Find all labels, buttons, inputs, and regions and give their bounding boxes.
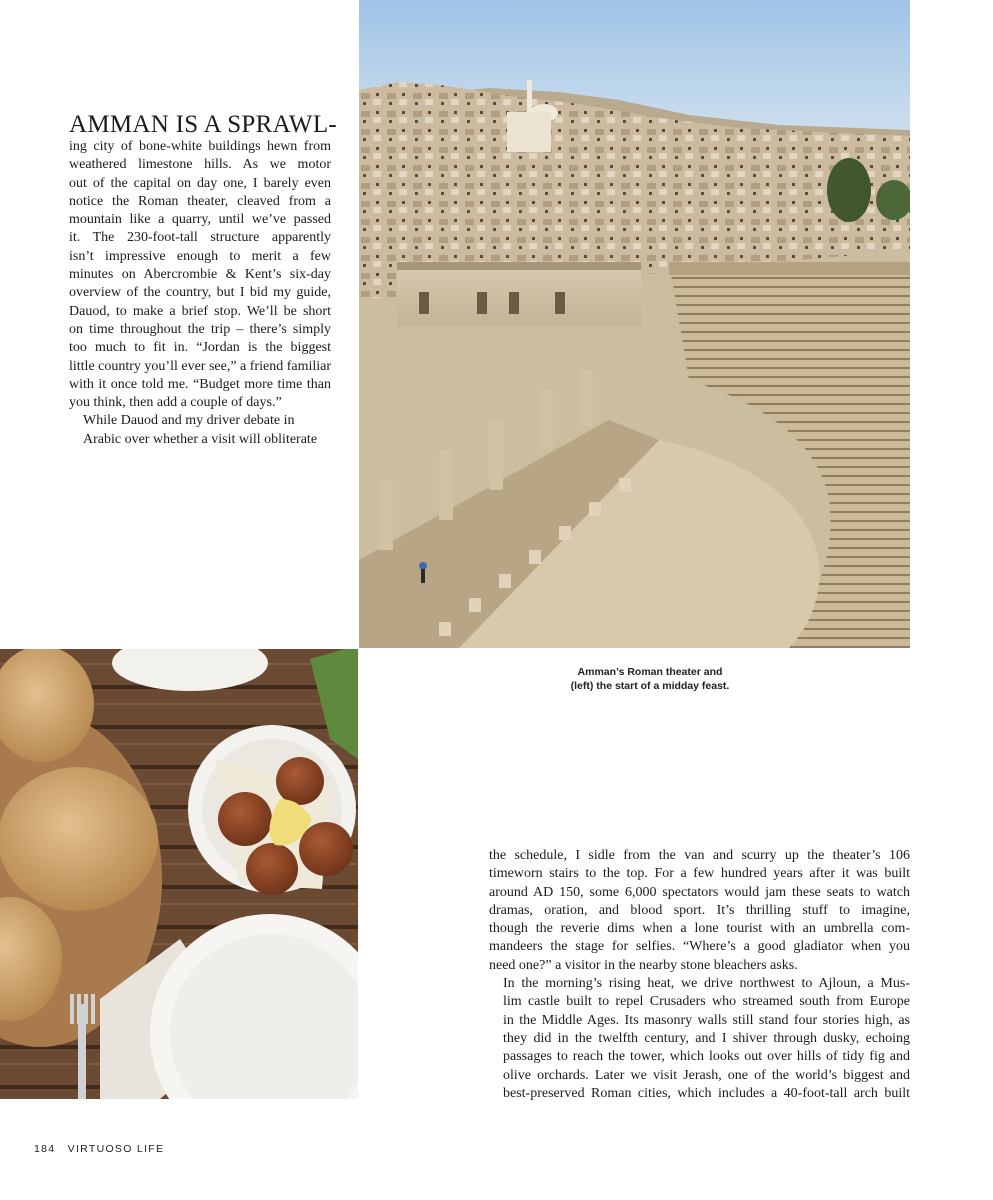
caption-line: (left) the start of a midday feast. xyxy=(570,680,730,692)
right-paragraph-1 xyxy=(489,847,910,975)
right-paragraph-2 xyxy=(489,975,910,1103)
roman-theater-photo xyxy=(359,0,910,648)
text-line: with it once told me. “Budget more time than xyxy=(69,376,331,392)
text-line: little country you’ll ever see,” a friend familiar xyxy=(69,358,332,374)
text-line: overview of the country, but I bid my guide, xyxy=(69,285,331,301)
text-line: best-preserved Roman cities, which includes a 40-foot-tall arch built xyxy=(503,1085,910,1101)
text-line: Arabic over whether a visit will obliterate xyxy=(83,431,318,447)
text-line: isn’t impressive enough to merit a few xyxy=(69,248,331,264)
text-line: notice the Roman theater, cleaved from a xyxy=(69,193,331,209)
article-right-column xyxy=(489,847,910,1103)
text-line: in the Middle Ages. Its masonry walls still stand four stories high, as xyxy=(503,1012,910,1028)
text-line: the schedule, I sidle from the van and scurry up the theater’s 106 xyxy=(489,848,910,863)
text-line: lim castle built to repel Crusaders who streamed south from Europe xyxy=(503,994,910,1010)
text-line: mountain like a quarry, until we’ve passed xyxy=(69,212,331,228)
text-line: it. The 230-foot-tall structure apparently xyxy=(69,230,331,246)
caption-line: Amman’s Roman theater and xyxy=(577,666,723,678)
text-line: passages to reach the tower, which looks out over hills of tidy fig and xyxy=(503,1049,910,1065)
article-lead-heading: AMMAN IS A SPRAWL- xyxy=(69,111,338,138)
text-line: though the reverie dims when a lone tourist with an umbrella com- xyxy=(489,921,910,937)
roman-theater-illustration xyxy=(359,0,910,648)
text-line: minutes on Abercrombie & Kent’s six-day xyxy=(69,267,331,283)
text-line: out of the capital on day one, I barely even xyxy=(69,175,331,191)
text-line: mandeers the stage for selfies. “Where’s a good gladiator when you xyxy=(489,939,910,955)
text-line: While Dauod and my driver debate in xyxy=(83,413,295,429)
publication-name: VIRTUOSO LIFE xyxy=(67,1143,165,1155)
text-line: timeworn stairs to the top. For a few hundred years after it was built xyxy=(489,866,910,882)
text-line: they did in the twelfth century, and I shiver through dusky, echoing xyxy=(503,1030,910,1046)
text-line: around AD 150, some 6,000 spectators would jam these seats to watch xyxy=(489,884,910,900)
text-line: weathered limestone hills. As we motor xyxy=(69,157,331,173)
text-line: ing city of bone-white buildings hewn from xyxy=(69,139,331,154)
text-line: need one?” a visitor in the nearby stone bleachers asks. xyxy=(489,957,798,973)
midday-feast-illustration xyxy=(0,649,358,1099)
text-line: on time throughout the trip – there’s simply xyxy=(69,321,331,337)
text-line: Dauod, to make a brief stop. We’ll be short xyxy=(69,303,331,319)
text-line: olive orchards. Later we visit Jerash, one of the world’s biggest and xyxy=(503,1067,910,1083)
text-line: you think, then add a couple of days.” xyxy=(69,395,282,411)
text-line: dramas, oration, and blood sport. It’s thrilling stuff to imagine, xyxy=(489,902,910,918)
left-paragraph-2 xyxy=(69,412,331,449)
page-number: 184 xyxy=(34,1143,56,1155)
midday-feast-photo xyxy=(0,649,358,1099)
article-left-column xyxy=(69,138,331,449)
photo-caption xyxy=(530,665,770,693)
left-paragraph-1 xyxy=(69,138,331,412)
text-line: too much to fit in. “Jordan is the biggest xyxy=(69,340,331,356)
page-footer xyxy=(34,1143,164,1155)
text-line: In the morning’s rising heat, we drive northwest to Ajloun, a Mus- xyxy=(503,976,910,992)
